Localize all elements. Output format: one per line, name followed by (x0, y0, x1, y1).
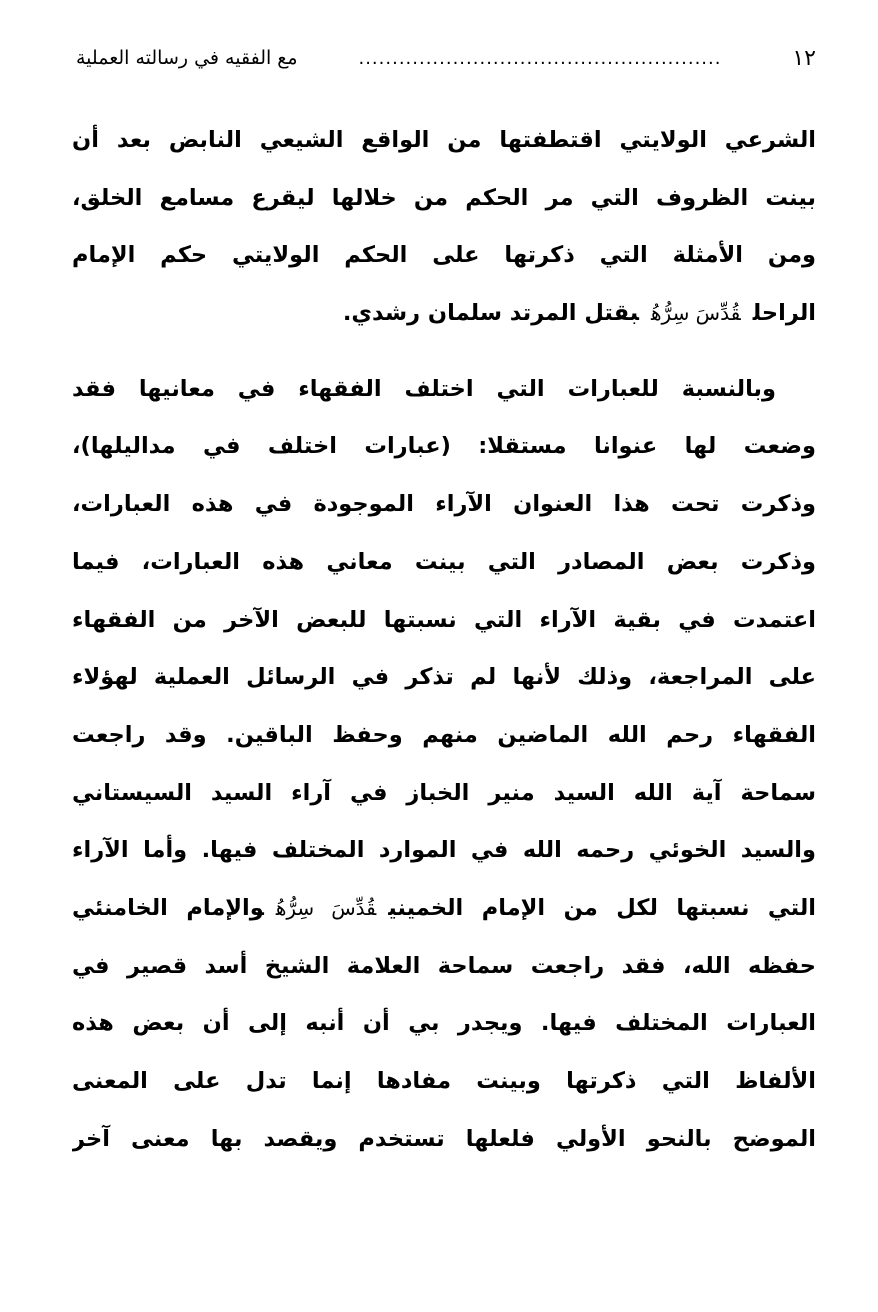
text-line: الشرعي الولايتي اقتطفتها من الواقع الشيعي النابض بعد أن (72, 127, 816, 153)
text-line: وضعت لها عنوانا مستقلا: (عبارات اختلف في مداليلها)، (72, 433, 816, 460)
text-line: حفظه الله، فقد راجعت سماحة العلامة الشيخ أسد قصير في (72, 952, 816, 979)
honorific-symbol: قُدِّسَ سِرُّهُ (650, 301, 741, 326)
text-line: سماحة آية الله السيد منير الخباز في آراء السيد السيستاني (72, 779, 816, 806)
header-leader-dots: ...................................................... (358, 47, 722, 69)
text-fragment: التي نسبتها لكل من الإمام الخميني (388, 894, 816, 921)
page-number: ١٢ (792, 45, 816, 71)
text-line (72, 880, 816, 938)
text-fragment: بقتل المرتد سلمان رشدي. (342, 300, 639, 327)
text-line: على المراجعة، وذلك لأنها لم تذكر في الرسائل العملية لهؤلاء (72, 664, 816, 691)
text-fragment: الراحل (752, 300, 816, 327)
honorific-symbol: قُدِّسَ سِرُّهُ (275, 895, 377, 920)
text-fragment: والإمام الخامنئي (72, 894, 264, 921)
text-line: بينت الظروف التي مر الحكم من خلالها ليقرع مسامع الخلق، (72, 184, 816, 211)
paragraph-spacer (72, 343, 816, 361)
body-text (72, 112, 816, 1168)
running-header (76, 36, 816, 80)
paragraph-2 (72, 361, 816, 1169)
text-line (72, 285, 816, 343)
text-line: وبالنسبة للعبارات التي اختلف الفقهاء في معانيها فقد (72, 375, 776, 402)
text-line: الفقهاء رحم الله الماضين منهم وحفظ الباقين. وقد راجعت (72, 721, 816, 748)
text-line: والسيد الخوئي رحمه الله في الموارد المختلف فيها. وأما الآراء (72, 837, 816, 864)
text-line: الموضح بالنحو الأولي فلعلها تستخدم ويقصد بها معنى آخر (72, 1125, 816, 1152)
text-line: الألفاظ التي ذكرتها وبينت مفادها إنما تدل على المعنى (72, 1068, 816, 1094)
paragraph-1 (72, 112, 816, 343)
text-line: اعتمدت في بقية الآراء التي نسبتها للبعض الآخر من الفقهاء (72, 606, 816, 633)
text-line: وذكرت تحت هذا العنوان الآراء الموجودة في هذه العبارات، (72, 491, 816, 518)
text-line: وذكرت بعض المصادر التي بينت معاني هذه العبارات، فيما (72, 548, 816, 575)
text-line: العبارات المختلف فيها. ويجدر بي أن أنبه إلى أن بعض هذه (72, 1010, 816, 1037)
running-title: مع الفقيه في رسالته العملية (76, 47, 298, 69)
text-line: ومن الأمثلة التي ذكرتها على الحكم الولايتي حكم الإمام (72, 242, 816, 269)
